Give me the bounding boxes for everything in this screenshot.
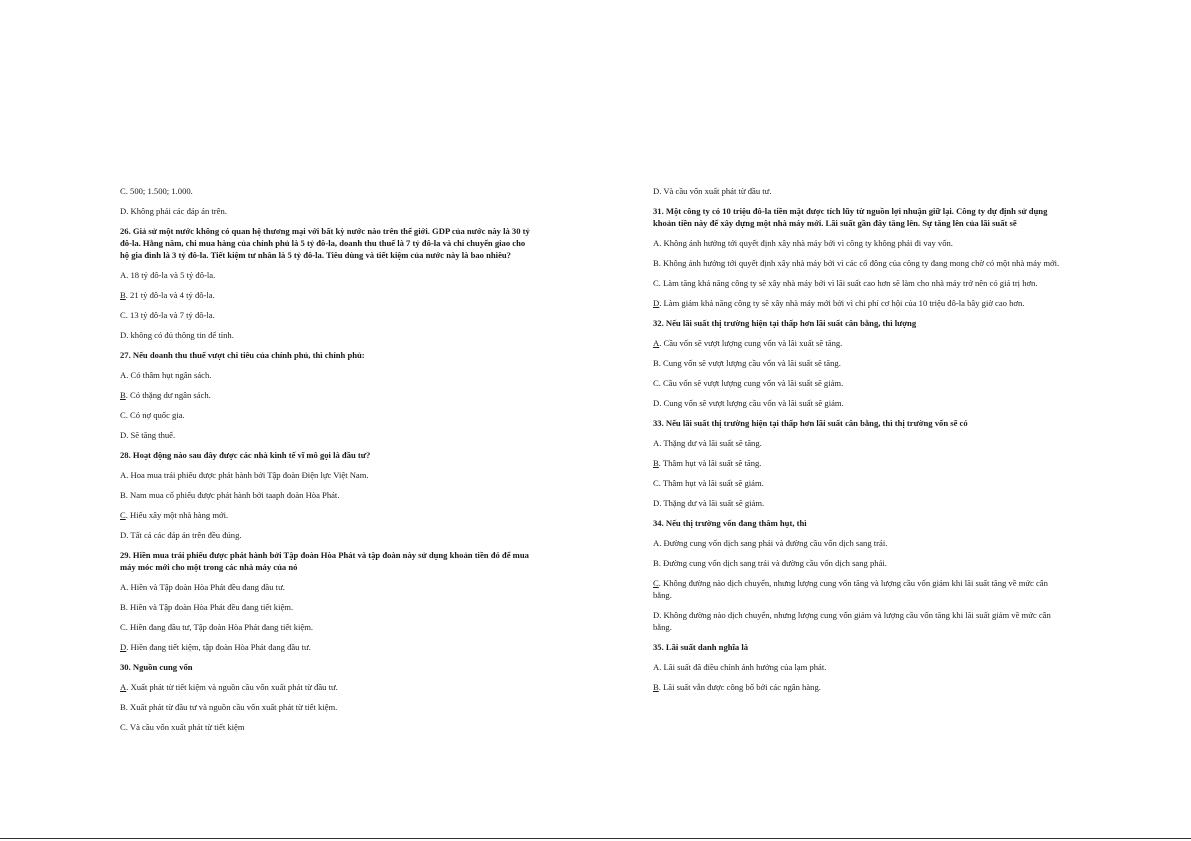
q32-option-d: D. Cung vốn sẽ vượt lượng cầu vốn và lãi suất sẽ giảm. xyxy=(653,398,844,408)
answer-letter: C xyxy=(653,578,659,588)
option-d: D. Không phải các đáp án trên. xyxy=(120,206,227,216)
question-34: 34. Nếu thị trường vốn đang thâm hụt, thì xyxy=(653,518,807,528)
right-column xyxy=(653,185,1065,701)
q35-option-b: B. Lãi suất vẫn được công bố bởi các ngân hàng. xyxy=(653,682,821,692)
q26-option-c: C. 13 tỷ đô-la và 7 tỷ đô-la. xyxy=(120,310,215,320)
q34-option-a: A. Đường cung vốn dịch sang phải và đường cầu vốn dịch sang trái. xyxy=(653,538,888,548)
q29-option-d: D. Hiền đang tiết kiệm, tập đoàn Hòa Phát đang đầu tư. xyxy=(120,642,311,652)
q34-option-c: C. Không đường nào dịch chuyển, nhưng lượng cung vốn tăng và lượng cầu vốn giảm khi lãi suất tăng về mức cân bằng. xyxy=(653,578,1048,600)
q29-option-a: A. Hiền và Tập đoàn Hòa Phát đều đang đầu tư. xyxy=(120,582,285,592)
q26-option-b: B. 21 tỷ đô-la và 4 tỷ đô-la. xyxy=(120,290,215,300)
q29-option-b: B. Hiền và Tập đoàn Hòa Phát đều đang tiết kiệm. xyxy=(120,602,294,612)
q35-option-a: A. Lãi suất đã điều chỉnh ảnh hưởng của lạm phát. xyxy=(653,662,827,672)
q28-option-d: D. Tất cả các đáp án trên đều đúng. xyxy=(120,530,242,540)
q30-option-a: A. Xuất phát từ tiết kiệm và nguồn cầu vốn xuất phát từ đầu tư. xyxy=(120,682,338,692)
q27-option-a: A. Có thâm hụt ngân sách. xyxy=(120,370,212,380)
q32-option-b: B. Cung vốn sẽ vượt lượng cầu vốn và lãi suất sẽ tăng. xyxy=(653,358,841,368)
answer-letter: B xyxy=(653,458,659,468)
q33-option-b: B. Thâm hụt và lãi suất sẽ tăng. xyxy=(653,458,762,468)
answer-letter: B xyxy=(120,390,126,400)
q26-option-d: D. không có đủ thông tin để tính. xyxy=(120,330,234,340)
q30-option-c: C. Và cầu vốn xuất phát từ tiết kiệm xyxy=(120,722,245,732)
question-26: 26. Giả sử một nước không có quan hệ thương mại với bất kỳ nước nào trên thế giới. GDP của nước này là 30 tỷ đô-la. Hằng năm, chi mua hàng của chính phủ là 5 tỷ đô-la, doanh thu thuế là 7 tỷ đô-la và chi chuyển giao cho hộ gia đình là 3 tỷ đô-la. Tiết kiệm tư nhân là 5 tỷ đô-la. Tiêu dùng và tiết kiệm của nước này là bao nhiêu? xyxy=(120,226,530,260)
q28-option-a: A. Hoa mua trái phiếu được phát hành bởi Tập đoàn Điện lực Việt Nam. xyxy=(120,470,369,480)
answer-letter: A xyxy=(120,682,127,692)
q32-option-a: A. Cầu vốn sẽ vượt lượng cung vốn và lãi xuất sẽ tăng. xyxy=(653,338,843,348)
answer-letter: D xyxy=(120,642,127,652)
answer-letter: A xyxy=(653,338,660,348)
q29-option-c: C. Hiền đang đầu tư, Tập đoàn Hòa Phát đang tiết kiệm. xyxy=(120,622,314,632)
question-32: 32. Nếu lãi suất thị trường hiện tại thấp hơn lãi suất cân bằng, thì lượng xyxy=(653,318,917,328)
q33-option-d: D. Thặng dư và lãi suất sẽ giảm. xyxy=(653,498,765,508)
q31-option-b: B. Không ảnh hưởng tới quyết định xây nhà máy bởi vì các cổ đông của công ty đang mong chờ có một nhà máy mới. xyxy=(653,258,1060,268)
q33-option-c: C. Thâm hụt và lãi suất sẽ giảm. xyxy=(653,478,764,488)
answer-letter: D xyxy=(653,298,660,308)
q31-option-a: A. Không ảnh hưởng tới quyết định xây nhà máy bởi vì công ty không phải đi vay vốn. xyxy=(653,238,953,248)
q26-option-a: A. 18 tỷ đô-la và 5 tỷ đô-la. xyxy=(120,270,216,280)
q33-option-a: A. Thặng dư và lãi suất sẽ tăng. xyxy=(653,438,762,448)
answer-letter: B xyxy=(653,682,659,692)
answer-letter: B xyxy=(120,290,126,300)
q34-option-b: B. Đường cung vốn dịch sang trái và đường cầu vốn dịch sang phải. xyxy=(653,558,887,568)
q32-option-c: C. Cầu vốn sẽ vượt lượng cung vốn và lãi suất sẽ giảm. xyxy=(653,378,844,388)
q30-option-b: B. Xuất phát từ đầu tư và nguồn cầu vốn xuất phát từ tiết kiệm. xyxy=(120,702,338,712)
q31-option-d: D. Làm giảm khả năng công ty sẽ xây nhà máy mới bởi vì chi phí cơ hội của 10 triệu đô-la bây giờ cao hơn. xyxy=(653,298,1025,308)
q30-option-d: D. Và cầu vốn xuất phát từ đầu tư. xyxy=(653,186,772,196)
question-30: 30. Nguồn cung vốn xyxy=(120,662,193,672)
question-28: 28. Hoạt động nào sau đây được các nhà kinh tế vĩ mô gọi là đầu tư? xyxy=(120,450,371,460)
q27-option-d: D. Sẽ tăng thuế. xyxy=(120,430,176,440)
page-bottom-divider xyxy=(0,838,1191,839)
q34-option-d: D. Không đường nào dịch chuyển, nhưng lượng cung vốn giảm và lượng cầu vốn tăng khi lãi suất giảm về mức cân bằng. xyxy=(653,610,1051,632)
question-29: 29. Hiền mua trái phiếu được phát hành bởi Tập đoàn Hòa Phát và tập đoàn này sử dụng khoản tiền đó để mua máy móc mới cho một trong các nhà máy của nó xyxy=(120,550,529,572)
q31-option-c: C. Làm tăng khả năng công ty sẽ xây nhà máy bởi vì lãi suất cao hơn sẽ làm cho nhà máy trở nên có giá trị hơn. xyxy=(653,278,1038,288)
q27-option-b: B. Có thặng dư ngân sách. xyxy=(120,390,211,400)
q27-option-c: C. Có nợ quốc gia. xyxy=(120,410,185,420)
question-35: 35. Lãi suất danh nghĩa là xyxy=(653,642,749,652)
question-33: 33. Nếu lãi suất thị trường hiện tại thấp hơn lãi suất cân bằng, thì thị trường vốn sẽ có xyxy=(653,418,968,428)
answer-letter: C xyxy=(120,510,126,520)
question-31: 31. Một công ty có 10 triệu đô-la tiền mặt được tích lũy từ nguồn lợi nhuận giữ lại. Công ty dự định sử dụng khoản tiền này để xây dựng một nhà máy mới. Lãi suất gần đây tăng lên. Sự tăng lên của lãi suất sẽ xyxy=(653,206,1048,228)
q28-option-b: B. Nam mua cổ phiếu được phát hành bởi taaph đoàn Hòa Phát. xyxy=(120,490,340,500)
left-column xyxy=(120,185,532,741)
option-c: C. 500; 1.500; 1.000. xyxy=(120,186,193,196)
question-27: 27. Nếu doanh thu thuế vượt chi tiêu của chính phủ, thì chính phủ: xyxy=(120,350,365,360)
q28-option-c: C. Hiếu xây một nhà hàng mới. xyxy=(120,510,229,520)
